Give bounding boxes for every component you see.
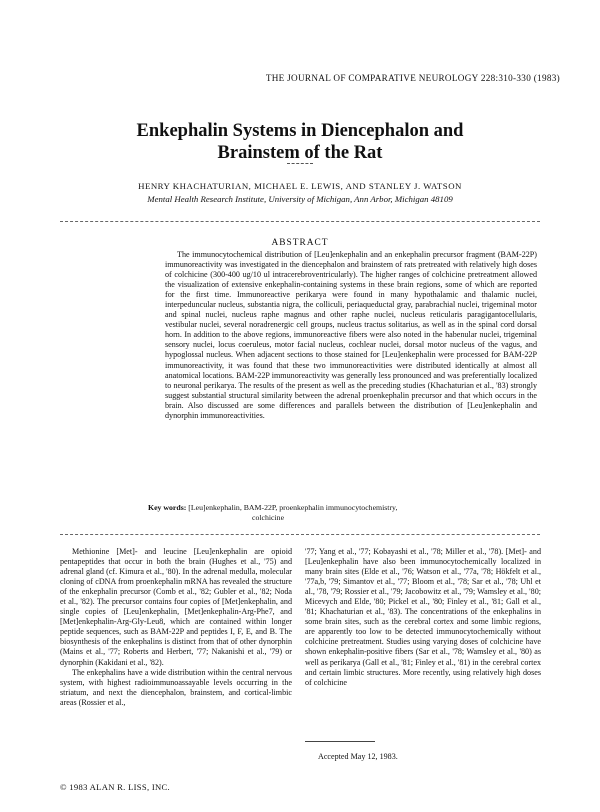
article-title: [0, 120, 600, 164]
abstract-body: The immunocytochemical distribution of [Leu]enkephalin and an enkephalin precursor fragment (BAM-22P) immunoreactivity was investigated in the diencephalon and brainstem of rats pretreated with relatively high doses of colchicine (300-400 ug/10 ul intracerebroventricularly). The higher ranges of colchicine pretreatment allowed the visualization of extensive enkephalin-containing systems in these brain regions, some of which are reported for the first time. Immunoreactive perikarya were found in many hypothalamic and thalamic nuclei, interpeduncular nucleus, substantia nigra, the colliculi, periaqueductal gray, parabrachial nuclei, trigeminal motor and spinal nuclei, nucleus raphe magnus and other raphe nuclei, nucleus reticularis paragigantocellularis, vestibular nuclei, several noradrenergic cell groups, nucleus tractus solitarius, as well as in the spinal cord dorsal horn. In addition to the above regions, immunoreactive fibers were also noted in the habenular nuclei, trigeminal sensory nuclei, locus coeruleus, motor facial nucleus, cochlear nuclei, dorsal motor nucleus of the vagus, and hypoglossal nucleus. When adjacent sections to those stained for [Leu]enkephalin were processed for BAM-22P immunoreactivity, it was found that these two immunoreactivities were distributed identically at almost all anatomical locations. BAM-22P immunoreactivity was generally less pronounced and was preferentially localized to neuronal perikarya. The results of the present as well as the preceding studies (Khachaturian et al., '83) strongly suggest substantial structural similarity between the adrenal proenkephalin precursor and that which occurs in the brain. Also discussed are some differences and parallels between the distribution of [Leu]enkephalin and dynorphin immunoreactivities.: [165, 250, 537, 420]
accepted-date: Accepted May 12, 1983.: [318, 752, 398, 761]
body-column-right: [305, 547, 541, 688]
title-separator: [287, 163, 313, 164]
keywords-continued: colchicine: [252, 513, 285, 522]
title-line-2: Brainstem of the Rat: [217, 143, 383, 163]
abstract-heading: ABSTRACT: [271, 238, 329, 248]
affiliation: Mental Health Research Institute, University of Michigan, Ann Arbor, Michigan 48109: [147, 194, 453, 204]
body-paragraph: Methionine [Met]- and leucine [Leu]enkephalin are opioid pentapeptides that occur in both the brain (Hughes et al., '75) and adrenal gland (cf. Kimura et al., '80). In the adrenal medulla, molecular cloning of cDNA from proenkephalin mRNA has revealed the structure of the enkephalin precursor (Comb et al., '82; Gubler et al., '82; Noda et al., '82). The precursor contains four copies of [Met]enkephalin, and single copies of [Leu]enkephalin, [Met]enkephalin-Arg-Phe7, and [Met]enkephalin-Arg-Gly-Leu8, which are contained within longer peptide sequences, such as BAM-22P and peptides I, F, E, and B. The biosynthesis of the enkephalins is distinct from that of other dynorphin (Mains et al., '77; Roberts and Herbert, '77; Nakanishi et al., '79) or dynorphin (Kakidani et al., '82).: [60, 547, 292, 667]
copyright-line: © 1983 ALAN R. LISS, INC.: [60, 782, 170, 792]
keywords: [148, 503, 533, 523]
keywords-label: Key words:: [148, 503, 187, 512]
body-paragraph: The enkephalins have a wide distribution within the central nervous system, with highest radioimmunoassayable levels occurring in the striatum, and next the diencephalon, brainstem, and cortical-limbic areas (Rossier et al.,: [60, 667, 292, 707]
author-list: HENRY KHACHATURIAN, MICHAEL E. LEWIS, AND STANLEY J. WATSON: [138, 181, 462, 191]
title-line-1: Enkephalin Systems in Diencephalon and: [136, 121, 464, 141]
footnote-rule: [305, 741, 375, 742]
keywords-text: [Leu]enkephalin, BAM-22P, proenkephalin immunocytochemistry,: [188, 503, 398, 512]
divider-top: [60, 221, 540, 222]
body-column-left: [60, 547, 292, 708]
body-paragraph: '77; Yang et al., '77; Kobayashi et al., '78; Miller et al., '78). [Met]- and [Leu]enkephalin have also been immunocytochemically localized in many brain sites (Elde et al., '76; Watson et al., '77a, '78; Hökfelt et al., '77a,b, '79; Simantov et al., '77; Bloom et al., '78; Sar et al., '78; Uhl et al., '78, '79; Rossier et al., '79; Jacobowitz et al., '79; Wamsley et al., '80; Micevych and Elde, '80; Pickel et al., '80; Finley et al., '81; Gall et al., '81; Khachaturian et al., '83). The concentrations of the enkephalins in some brain sites, such as the cerebral cortex and some limbic regions, are apparently too low to be detected immunocytochemically without colchicine pretreatment. Studies using varying doses of colchicine have shown enkephalin-positive fibers (Sar et al., '78; Wamsley et al., '80) as well as perikarya (Gall et al., '81; Finley et al., '81) in the cerebral cortex and certain limbic structures. More recently, using relatively high doses of colchicine: [305, 547, 541, 687]
running-head: THE JOURNAL OF COMPARATIVE NEUROLOGY 228:310-330 (1983): [265, 73, 560, 83]
divider-bottom: [60, 534, 540, 535]
